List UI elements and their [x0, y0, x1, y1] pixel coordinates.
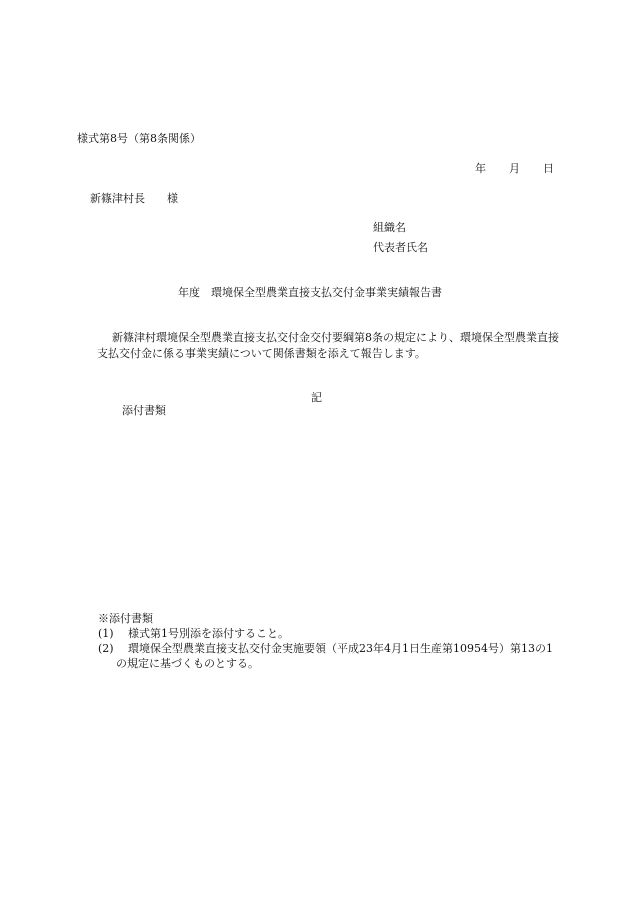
- organization-name-label: 組織名: [373, 221, 406, 234]
- note-text-continuation: の規定に基づくものとする。: [116, 657, 259, 670]
- report-body-text: 新篠津村環境保全型農業直接支払交付金交付要綱第8条の規定により、環境保全型農業直接支払交付金に係る事業実績について関係書類を添えて報告します。: [97, 331, 559, 360]
- date-year-label: 年: [475, 162, 486, 175]
- notes-list: [98, 626, 568, 671]
- note-text: 環境保全型農業直接支払交付金実施要領（平成23年4月1日生産第10954号）第13の1: [128, 642, 553, 655]
- ki-heading: 記: [311, 391, 322, 404]
- note-text-block: [116, 641, 568, 671]
- attachments-heading: 添付書類: [122, 404, 166, 417]
- date-line: [475, 163, 554, 174]
- note-text: 様式第1号別添を添付すること。: [128, 627, 289, 640]
- addressee: 新篠津村長 様: [90, 192, 178, 205]
- note-number: (2): [98, 642, 114, 655]
- note-item: [98, 626, 568, 641]
- notes-heading: ※添付書類: [98, 612, 153, 625]
- form-number-label: 様式第8号（第8条関係）: [77, 132, 201, 145]
- note-number: (1): [98, 627, 114, 640]
- representative-name-label: 代表者氏名: [373, 241, 428, 254]
- date-day-label: 日: [543, 162, 554, 175]
- date-month-label: 月: [509, 162, 520, 175]
- document-title: 年度 環境保全型農業直接支払交付金事業実績報告書: [178, 286, 442, 299]
- note-item: [98, 641, 568, 671]
